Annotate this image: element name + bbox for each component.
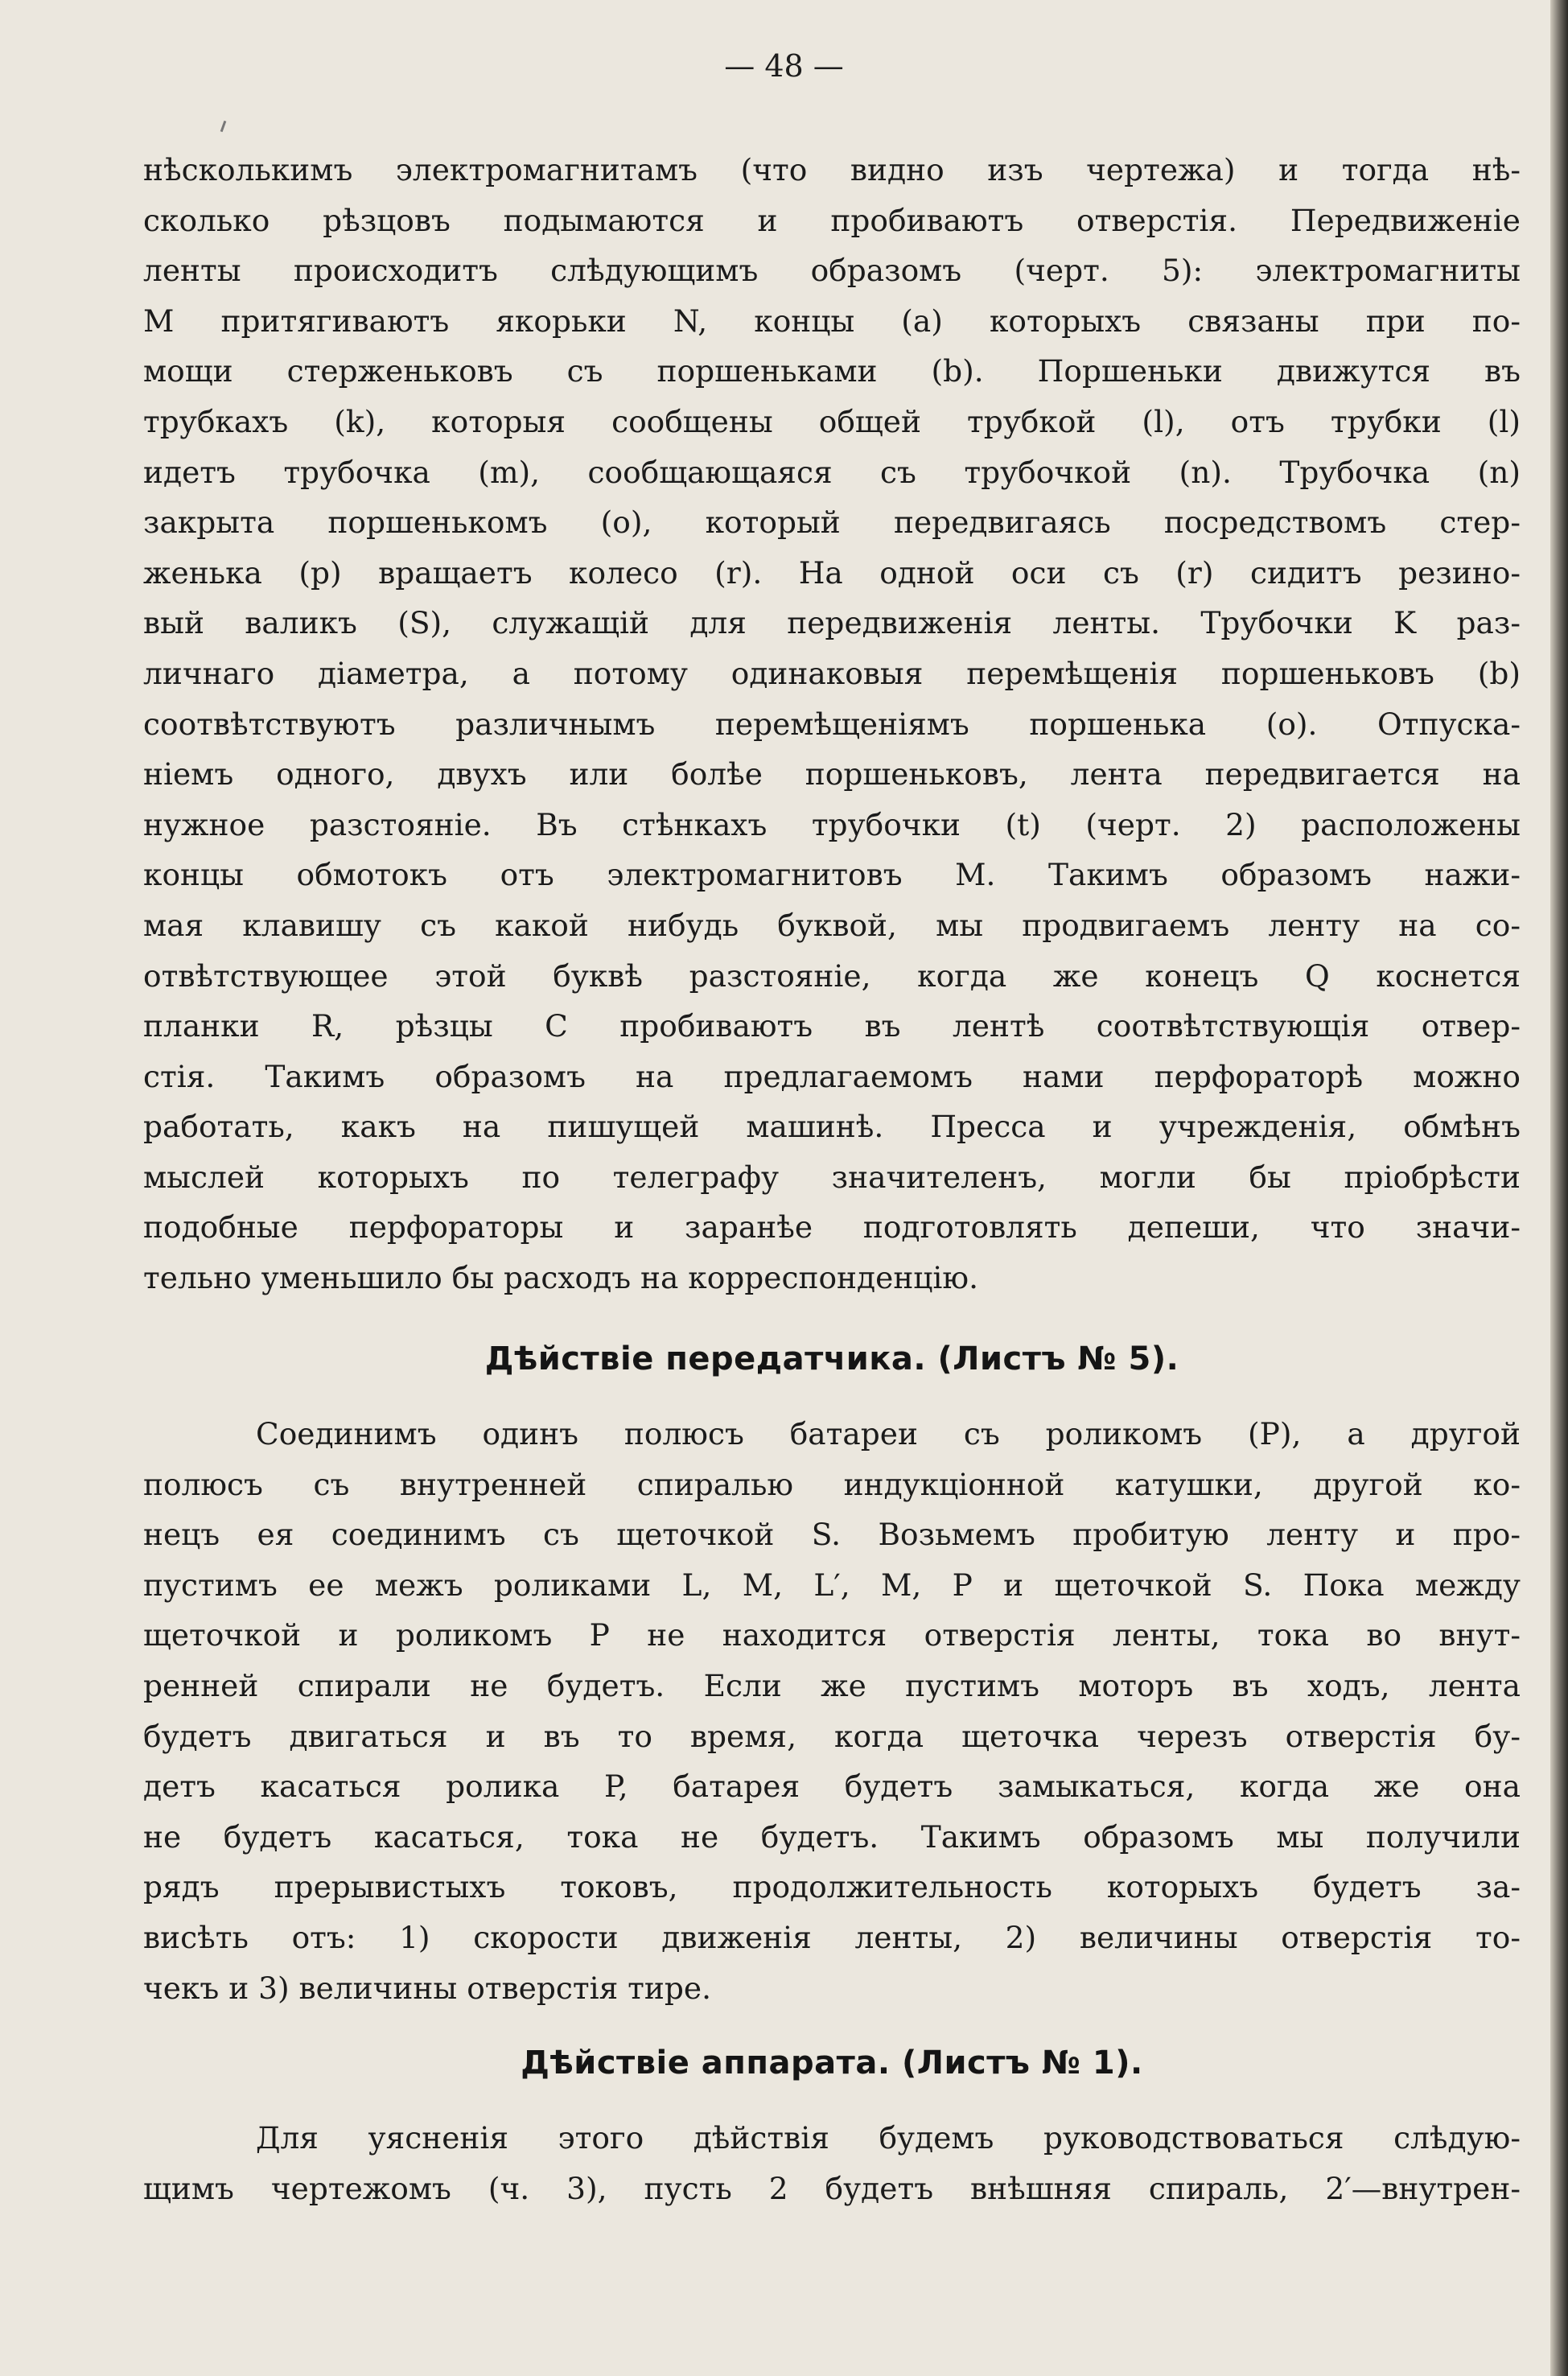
section-heading-apparatus: Дѣйствіе аппарата. (Листъ № 1). [521, 2045, 1143, 2082]
text-line: Для уясненія этого дѣйствія будемъ руководствоваться слѣдую- [256, 2120, 1521, 2156]
text-line: M притягиваютъ якорьки N, концы (a) которыхъ связаны при по- [143, 303, 1521, 339]
text-line: пустимъ ее межъ роликами L, M, L′, M, P и щеточкой S. Пока между [143, 1567, 1521, 1603]
text-line: закрыта поршенькомъ (o), который передвигаясь посредствомъ стер- [143, 504, 1521, 541]
text-line: мощи стерженьковъ съ поршеньками (b). Поршеньки движутся въ [143, 353, 1521, 389]
text-line: ренней спирали не будетъ. Если же пустимъ моторъ въ ходъ, лента [143, 1667, 1521, 1703]
text-line: не будетъ касаться, тока не будетъ. Такимъ образомъ мы получили [143, 1818, 1521, 1855]
text-line: соотвѣтствуютъ различнымъ перемѣщеніямъ поршенька (o). Отпуска- [143, 706, 1521, 742]
text-line: нецъ ея соединимъ съ щеточкой S. Возьмемъ пробитую ленту и про- [143, 1517, 1521, 1553]
text-line: нѣсколькимъ электромагнитамъ (что видно изъ чертежа) и тогда нѣ- [143, 152, 1521, 187]
text-line: работать, какъ на пишущей машинѣ. Пресса и учрежденія, обмѣнъ [143, 1109, 1521, 1145]
text-line: висѣть отъ: 1) скорости движенія ленты, 2) величины отверстія то- [143, 1919, 1521, 1955]
text-line: полюсъ съ внутренней спиралью индукціонной катушки, другой ко- [143, 1466, 1521, 1502]
text-line: идетъ трубочка (m), сообщающаяся съ трубочкой (n). Трубочка (n) [143, 454, 1521, 490]
text-line: вый валикъ (S), служащій для передвиженія ленты. Трубочки K раз- [143, 605, 1521, 641]
text-line: тельно уменьшило бы расходъ на корреспонденцію. [143, 1260, 978, 1296]
text-line: щимъ чертежомъ (ч. 3), пусть 2 будетъ внѣшняя спираль, 2′—внутрен- [143, 2170, 1521, 2206]
text-line: чекъ и 3) величины отверстія тире. [143, 1970, 711, 2006]
text-line: трубкахъ (k), которыя сообщены общей трубкой (l), отъ трубки (l) [143, 403, 1521, 439]
text-line: мая клавишу съ какой нибудь буквой, мы продвигаемъ ленту на со- [143, 907, 1521, 943]
text-line: ленты происходитъ слѣдующимъ образомъ (черт. 5): электромагниты [143, 253, 1521, 289]
ink-mark [220, 121, 227, 132]
text-line: личнаго діаметра, а потому одинаковыя перемѣщенія поршеньковъ (b) [143, 655, 1521, 691]
text-line: мыслей которыхъ по телеграфу значителенъ, могли бы пріобрѣсти [143, 1159, 1521, 1195]
text-line: планки R, рѣзцы C пробиваютъ въ лентѣ соотвѣтствующія отвер- [143, 1008, 1521, 1044]
text-line: ніемъ одного, двухъ или болѣе поршеньковъ, лента передвигается на [143, 756, 1521, 793]
text-line: Соединимъ одинъ полюсъ батареи съ роликомъ (P), а другой [256, 1416, 1521, 1452]
section-heading-transmitter: Дѣйствіе передатчика. (Листъ № 5). [484, 1340, 1179, 1377]
text-line: отвѣтствующее этой буквѣ разстояніе, когда же конецъ Q коснется [143, 957, 1521, 994]
transmitter-section [143, 1309, 1521, 2213]
text-line: женька (p) вращаетъ колесо (r). На одной оси съ (r) сидитъ резино- [143, 554, 1521, 591]
paragraph-perforator [143, 145, 1521, 1303]
text-line: нужное разстояніе. Въ стѣнкахъ трубочки (t) (черт. 2) расположены [143, 806, 1521, 842]
text-line: рядъ прерывистыхъ токовъ, продолжительность которыхъ будетъ за- [143, 1869, 1521, 1905]
text-line: будетъ двигаться и въ то время, когда щеточка черезъ отверстія бу- [143, 1718, 1521, 1754]
text-line: сколько рѣзцовъ подымаются и пробиваютъ отверстія. Передвиженіе [143, 202, 1521, 238]
page-number: — 48 — [724, 48, 844, 84]
page-edge-shadow [1550, 0, 1568, 2376]
text-line: стія. Такимъ образомъ на предлагаемомъ нами перфораторѣ можно [143, 1058, 1521, 1094]
text-line: щеточкой и роликомъ P не находится отверстія ленты, тока во внут- [143, 1617, 1521, 1653]
text-line: подобные перфораторы и заранѣе подготовлять депеши, что значи- [143, 1209, 1521, 1246]
text-line: концы обмотокъ отъ электромагнитовъ M. Такимъ образомъ нажи- [143, 857, 1521, 893]
text-line: детъ касаться ролика P, батарея будетъ замыкаться, когда же она [143, 1769, 1521, 1805]
